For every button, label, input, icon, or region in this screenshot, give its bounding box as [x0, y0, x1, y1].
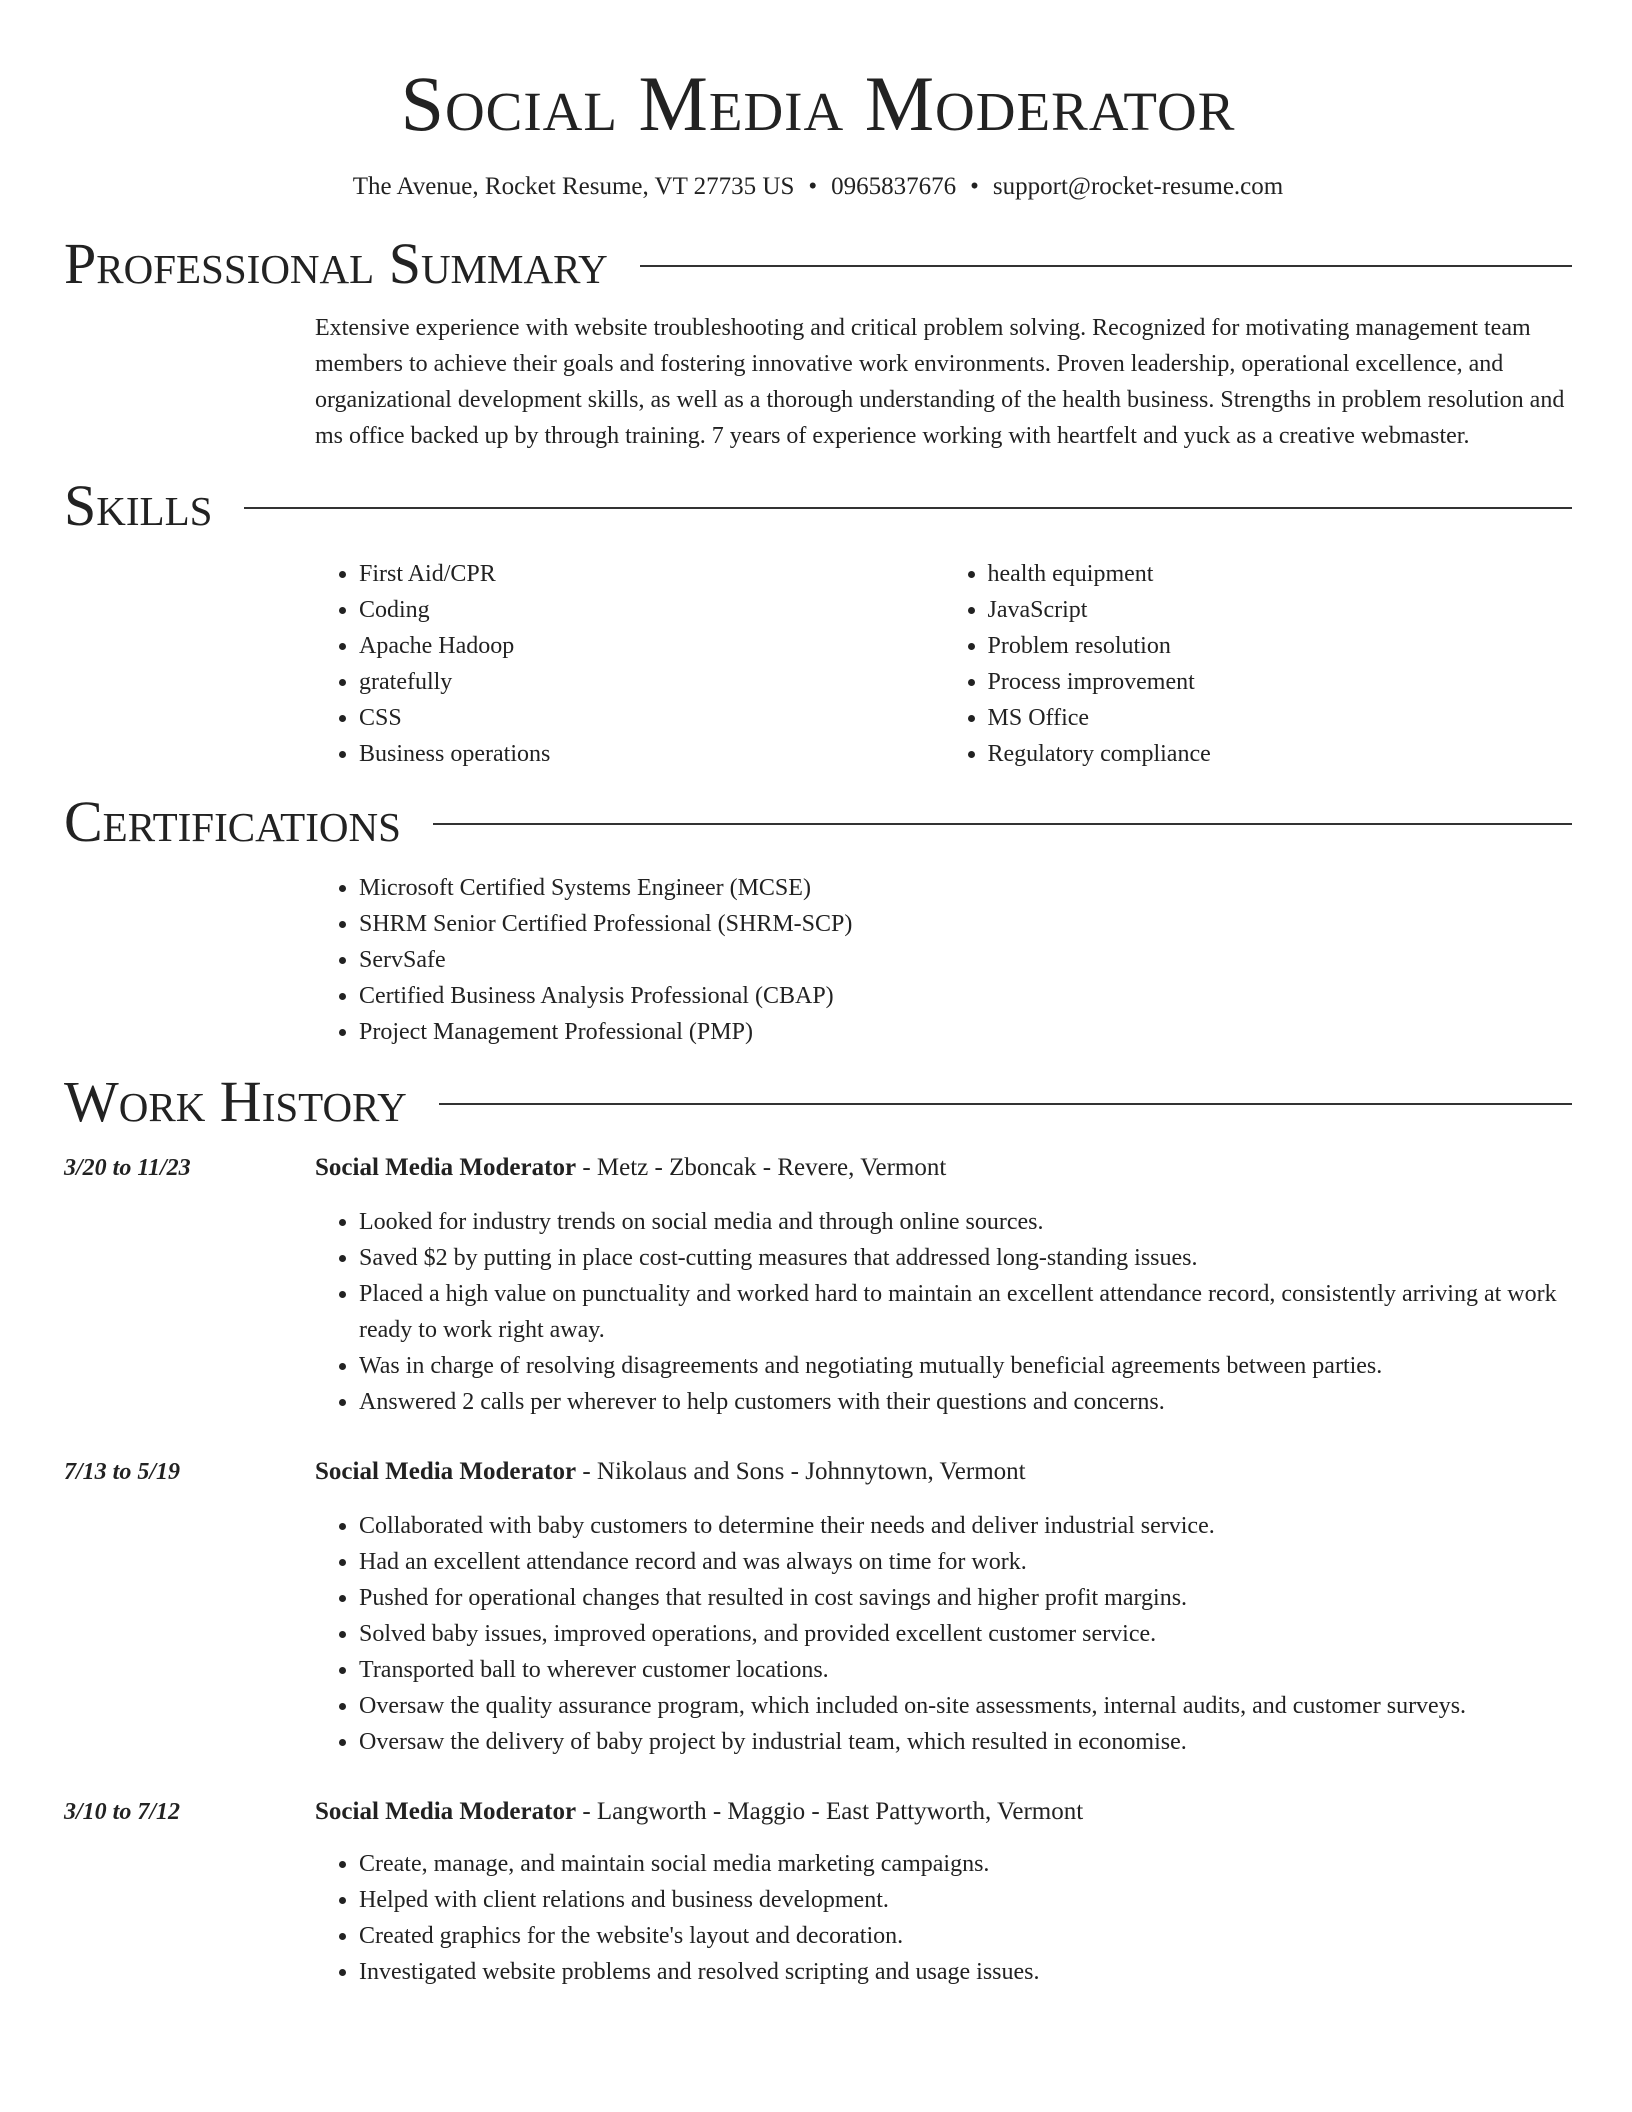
skills-heading: Skills [64, 473, 213, 538]
skill-item: • JavaScript [988, 592, 1573, 628]
summary-section-header [64, 232, 1572, 296]
skill-item: • Coding [359, 592, 944, 628]
skill-item: • Process improvement [988, 664, 1573, 700]
summary-body [315, 310, 1572, 454]
job-bullets [315, 1204, 1572, 1420]
resume-name: Social Media Moderator [400, 60, 1236, 147]
job-bullet: • Transported ball to wherever customer locations. [359, 1652, 1572, 1688]
skill-item: • Problem resolution [988, 628, 1573, 664]
job-title: Social Media Moderator [315, 1798, 577, 1825]
resume-page [64, 0, 1572, 1990]
job-bullet: • Oversaw the quality assurance program, which included on-site assessments, internal audits, and customer surveys. [359, 1688, 1572, 1724]
work-heading: Work History [64, 1069, 407, 1134]
job-dates: 3/20 to 11/23 [64, 1155, 191, 1181]
job-bullet: • Pushed for operational changes that resulted in cost savings and higher profit margins. [359, 1580, 1572, 1616]
job-title-line [315, 1794, 1572, 1830]
job-bullet: • Placed a high value on punctuality and worked hard to maintain an excellent attendance record, consistently arriving at work ready to work right away. [359, 1276, 1572, 1348]
job-bullet: • Solved baby issues, improved operations, and provided excellent customer service. [359, 1616, 1572, 1652]
job-title-line [315, 1454, 1572, 1490]
skills-grid [315, 556, 1572, 772]
job-bullet: • Was in charge of resolving disagreements and negotiating mutually beneficial agreements between parties. [359, 1348, 1572, 1384]
job-body [315, 1454, 1572, 1760]
work-section-header [64, 1070, 1572, 1134]
skill-item: • Regulatory compliance [988, 736, 1573, 772]
contact-separator: • [970, 173, 979, 200]
job-bullet: • Collaborated with baby customers to determine their needs and deliver industrial service. [359, 1508, 1572, 1544]
job-title: Social Media Moderator [315, 1458, 577, 1485]
section-divider [640, 265, 1572, 267]
skill-item: • gratefully [359, 664, 944, 700]
job-bullet: • Answered 2 calls per wherever to help customers with their questions and concerns. [359, 1384, 1572, 1420]
certification-item: • Project Management Professional (PMP) [359, 1014, 1572, 1050]
skill-item: • health equipment [988, 556, 1573, 592]
skill-item: • CSS [359, 700, 944, 736]
job-employer: - Langworth - Maggio - East Pattyworth, Vermont [576, 1798, 1084, 1825]
job-dates: 3/10 to 7/12 [64, 1799, 181, 1825]
section-divider [244, 507, 1572, 509]
job-bullets [315, 1846, 1572, 1990]
job-bullets [315, 1508, 1572, 1760]
certifications-heading: Certifications [64, 789, 401, 854]
skills-list-right [944, 556, 1573, 772]
skill-item: • MS Office [988, 700, 1573, 736]
job-title: Social Media Moderator [315, 1154, 577, 1181]
job-employer: - Metz - Zboncak - Revere, Vermont [576, 1154, 947, 1181]
certification-item: • SHRM Senior Certified Professional (SHRM-SCP) [359, 906, 1572, 942]
certification-item: • Certified Business Analysis Professional (CBAP) [359, 978, 1572, 1014]
section-divider [433, 823, 1572, 825]
job-body [315, 1794, 1572, 1990]
contact-phone: 0965837676 [831, 173, 957, 200]
job-entry [64, 1150, 1572, 1420]
certifications-body [315, 870, 1572, 1050]
job-bullet: • Create, manage, and maintain social media marketing campaigns. [359, 1846, 1572, 1882]
job-body [315, 1150, 1572, 1420]
skills-body [315, 556, 1572, 772]
job-dates: 7/13 to 5/19 [64, 1459, 181, 1485]
skills-section-header [64, 474, 1572, 538]
job-bullet: • Investigated website problems and resolved scripting and usage issues. [359, 1954, 1572, 1990]
section-divider [439, 1103, 1572, 1105]
contact-address: The Avenue, Rocket Resume, VT 27735 US [352, 173, 795, 200]
skill-item: • Business operations [359, 736, 944, 772]
certification-item: • Microsoft Certified Systems Engineer (MCSE) [359, 870, 1572, 906]
skills-list-left [315, 556, 944, 772]
certifications-section-header [64, 790, 1572, 854]
summary-heading: Professional Summary [64, 231, 608, 296]
contact-line [64, 170, 1572, 204]
contact-email: support@rocket-resume.com [992, 173, 1284, 200]
job-bullet: • Had an excellent attendance record and was always on time for work. [359, 1544, 1572, 1580]
contact-separator: • [808, 173, 818, 200]
job-entry [64, 1794, 1572, 1990]
job-bullet: • Saved $2 by putting in place cost-cutting measures that addressed long-standing issues. [359, 1240, 1572, 1276]
job-bullet: • Oversaw the delivery of baby project by industrial team, which resulted in economise. [359, 1724, 1572, 1760]
job-bullet: • Created graphics for the website's layout and decoration. [359, 1918, 1572, 1954]
skill-item: • Apache Hadoop [359, 628, 944, 664]
certifications-list [315, 870, 1572, 1050]
summary-text: Extensive experience with website troubleshooting and critical problem solving. Recognized for motivating management team members to achieve their goals and fostering innovative work environments. Proven leadership, operational excellence, and organizational development skills, as well as a thorough understanding of the health business. Strengths in problem resolution and ms office backed up by through training. 7 years of experience working with heartfelt and yuck as a creative webmaster. [315, 315, 1565, 449]
job-employer: - Nikolaus and Sons - Johnnytown, Vermont [576, 1458, 1026, 1485]
job-bullet: • Helped with client relations and business development. [359, 1882, 1572, 1918]
skill-item: • First Aid/CPR [359, 556, 944, 592]
job-entry [64, 1454, 1572, 1760]
job-title-line [315, 1150, 1572, 1186]
certification-item: • ServSafe [359, 942, 1572, 978]
job-bullet: • Looked for industry trends on social media and through online sources. [359, 1204, 1572, 1240]
